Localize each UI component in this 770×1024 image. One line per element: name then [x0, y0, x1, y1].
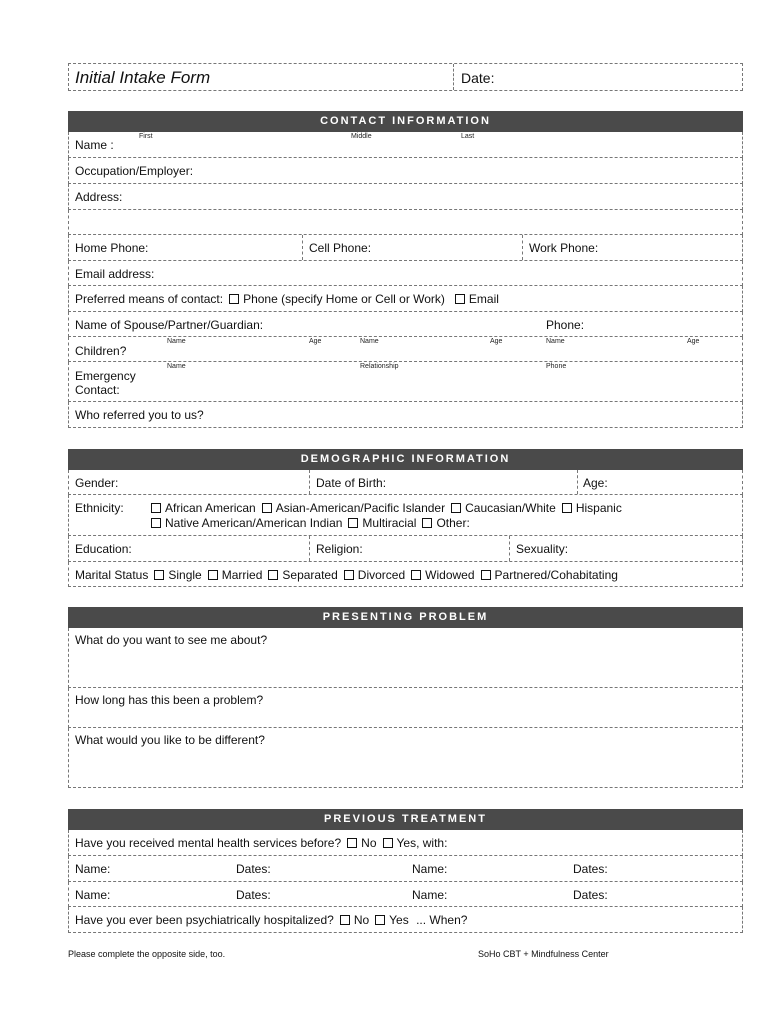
provider-4-dates-label: Dates:: [573, 888, 608, 902]
received-no-label: No: [361, 836, 377, 850]
phone-option-label: Phone (specify Home or Cell or Work): [243, 292, 445, 306]
single-label: Single: [168, 568, 202, 582]
footer-note: Please complete the opposite side, too.: [68, 949, 226, 959]
child-3-age-sublabel: Age: [687, 338, 700, 345]
name-last-sublabel: Last: [461, 133, 475, 140]
child-2-name-sublabel: Name: [360, 338, 379, 345]
form-title: Initial Intake Form: [75, 68, 211, 87]
african-american-label: African American: [165, 501, 256, 515]
occupation-row[interactable]: [68, 158, 743, 184]
divorced-checkbox[interactable]: [344, 570, 354, 580]
cell-phone-label[interactable]: Cell Phone:: [309, 241, 372, 255]
received-yes-checkbox[interactable]: [383, 838, 393, 848]
title-box: [68, 63, 743, 91]
email-option-label: Email: [468, 292, 499, 306]
ethnicity-row: [68, 495, 743, 536]
preferred-contact-label: [75, 292, 499, 306]
received-no-checkbox[interactable]: [347, 838, 357, 848]
marital-status-label: Marital Status: [75, 568, 149, 582]
emergency-phone-sublabel: Phone: [546, 363, 567, 370]
multiracial-checkbox[interactable]: [348, 518, 358, 528]
hispanic-label: Hispanic: [575, 501, 622, 515]
asian-american-checkbox[interactable]: [262, 503, 272, 513]
caucasian-label: Caucasian/White: [465, 501, 556, 515]
ethnicity-label: Ethnicity:: [75, 501, 124, 515]
multiracial-label: Multiracial: [362, 516, 417, 530]
other-ethnicity-label: Other:: [436, 516, 470, 530]
african-american-checkbox[interactable]: [151, 503, 161, 513]
asian-american-label: Asian-American/Pacific Islander: [275, 501, 446, 515]
occupation-label: Occupation/Employer:: [75, 164, 194, 178]
hospitalized-no-checkbox[interactable]: [340, 915, 350, 925]
separated-checkbox[interactable]: [268, 570, 278, 580]
education-row: [68, 536, 743, 562]
footer-center-name: SoHo CBT + Mindfulness Center: [478, 949, 609, 959]
emergency-contact-row[interactable]: [68, 362, 743, 402]
education-label[interactable]: Education:: [75, 542, 132, 556]
provider-4-name-label: Name:: [412, 888, 448, 902]
spouse-row[interactable]: [68, 312, 743, 337]
name-label: Name :: [75, 138, 114, 152]
emergency-label-line-2: Contact:: [75, 383, 120, 397]
widowed-checkbox[interactable]: [411, 570, 421, 580]
different-area[interactable]: [68, 728, 743, 788]
provider-2-name-label: Name:: [412, 862, 448, 876]
demographic-section-header: DEMOGRAPHIC INFORMATION: [68, 449, 743, 470]
provider-1-name-label: Name:: [75, 862, 111, 876]
previous-provider-row-1[interactable]: [68, 856, 743, 882]
hospitalized-options: [75, 913, 467, 927]
child-1-name-sublabel: Name: [167, 338, 186, 345]
caucasian-checkbox[interactable]: [451, 503, 461, 513]
previous-provider-row-2[interactable]: [68, 882, 743, 907]
married-checkbox[interactable]: [208, 570, 218, 580]
work-phone-label[interactable]: Work Phone:: [529, 241, 599, 255]
marital-status-row: [68, 562, 743, 587]
see-me-about-area[interactable]: [68, 628, 743, 688]
preferred-contact-text: Preferred means of contact:: [75, 292, 224, 306]
referred-row[interactable]: [68, 402, 743, 428]
sexuality-label[interactable]: Sexuality:: [516, 542, 569, 556]
email-checkbox[interactable]: [455, 294, 465, 304]
single-checkbox[interactable]: [154, 570, 164, 580]
hospitalized-row: [68, 907, 743, 933]
hospitalized-yes-checkbox[interactable]: [375, 915, 385, 925]
email-label: Email address:: [75, 267, 155, 281]
gender-row: [68, 470, 743, 495]
received-services-label: Have you received mental health services before?: [75, 836, 342, 850]
address-line-2-row[interactable]: [68, 210, 743, 235]
name-first-sublabel: First: [139, 133, 153, 140]
children-row[interactable]: [68, 337, 743, 362]
emergency-name-sublabel: Name: [167, 363, 186, 370]
divorced-label: Divorced: [357, 568, 406, 582]
phone-row: [68, 235, 743, 261]
native-american-label: Native American/American Indian: [165, 516, 343, 530]
spouse-label: Name of Spouse/Partner/Guardian:: [75, 318, 264, 332]
name-row[interactable]: [68, 132, 743, 158]
hospitalized-no-label: No: [353, 913, 370, 927]
how-long-question: How long has this been a problem?: [75, 693, 264, 707]
home-phone-label[interactable]: Home Phone:: [75, 241, 149, 255]
marital-status-options: [75, 568, 618, 582]
hospitalized-when-label: ... When?: [416, 913, 468, 927]
age-label[interactable]: Age:: [583, 476, 608, 490]
name-middle-sublabel: Middle: [351, 133, 372, 140]
gender-label[interactable]: Gender:: [75, 476, 119, 490]
ethnicity-options-line-1: [145, 501, 622, 515]
different-question: What would you like to be different?: [75, 733, 265, 747]
received-services-row: [68, 830, 743, 856]
received-yes-label: Yes, with:: [396, 836, 448, 850]
other-ethnicity-checkbox[interactable]: [422, 518, 432, 528]
children-label: Children?: [75, 344, 127, 358]
hospitalized-label: Have you ever been psychiatrically hospitalized?: [75, 913, 334, 927]
partnered-checkbox[interactable]: [481, 570, 491, 580]
hispanic-checkbox[interactable]: [562, 503, 572, 513]
emergency-relationship-sublabel: Relationship: [360, 363, 399, 370]
contact-section-header: CONTACT INFORMATION: [68, 111, 743, 132]
married-label: Married: [221, 568, 263, 582]
hospitalized-yes-label: Yes: [389, 913, 409, 927]
how-long-area[interactable]: [68, 688, 743, 728]
child-1-age-sublabel: Age: [309, 338, 322, 345]
religion-label[interactable]: Religion:: [316, 542, 363, 556]
provider-3-name-label: Name:: [75, 888, 111, 902]
preferred-contact-row: [68, 286, 743, 312]
emergency-label-line-1: Emergency: [75, 369, 136, 383]
received-services-options: [75, 836, 447, 850]
referred-label: Who referred you to us?: [75, 408, 204, 422]
address-row[interactable]: [68, 184, 743, 210]
address-label: Address:: [75, 190, 123, 204]
provider-3-dates-label: Dates:: [236, 888, 271, 902]
provider-2-dates-label: Dates:: [573, 862, 608, 876]
child-3-name-sublabel: Name: [546, 338, 565, 345]
provider-1-dates-label: Dates:: [236, 862, 271, 876]
partnered-label: Partnered/Cohabitating: [494, 568, 618, 582]
presenting-section-header: PRESENTING PROBLEM: [68, 607, 743, 628]
native-american-checkbox[interactable]: [151, 518, 161, 528]
date-label[interactable]: Date:: [461, 70, 495, 86]
child-2-age-sublabel: Age: [490, 338, 503, 345]
previous-section-header: PREVIOUS TREATMENT: [68, 809, 743, 830]
dob-label[interactable]: Date of Birth:: [316, 476, 387, 490]
phone-checkbox[interactable]: [229, 294, 239, 304]
see-me-about-question: What do you want to see me about?: [75, 633, 268, 647]
separated-label: Separated: [282, 568, 338, 582]
ethnicity-options-line-2: [145, 516, 470, 530]
email-row[interactable]: [68, 261, 743, 286]
spouse-phone-label: Phone:: [546, 318, 585, 332]
widowed-label: Widowed: [425, 568, 475, 582]
